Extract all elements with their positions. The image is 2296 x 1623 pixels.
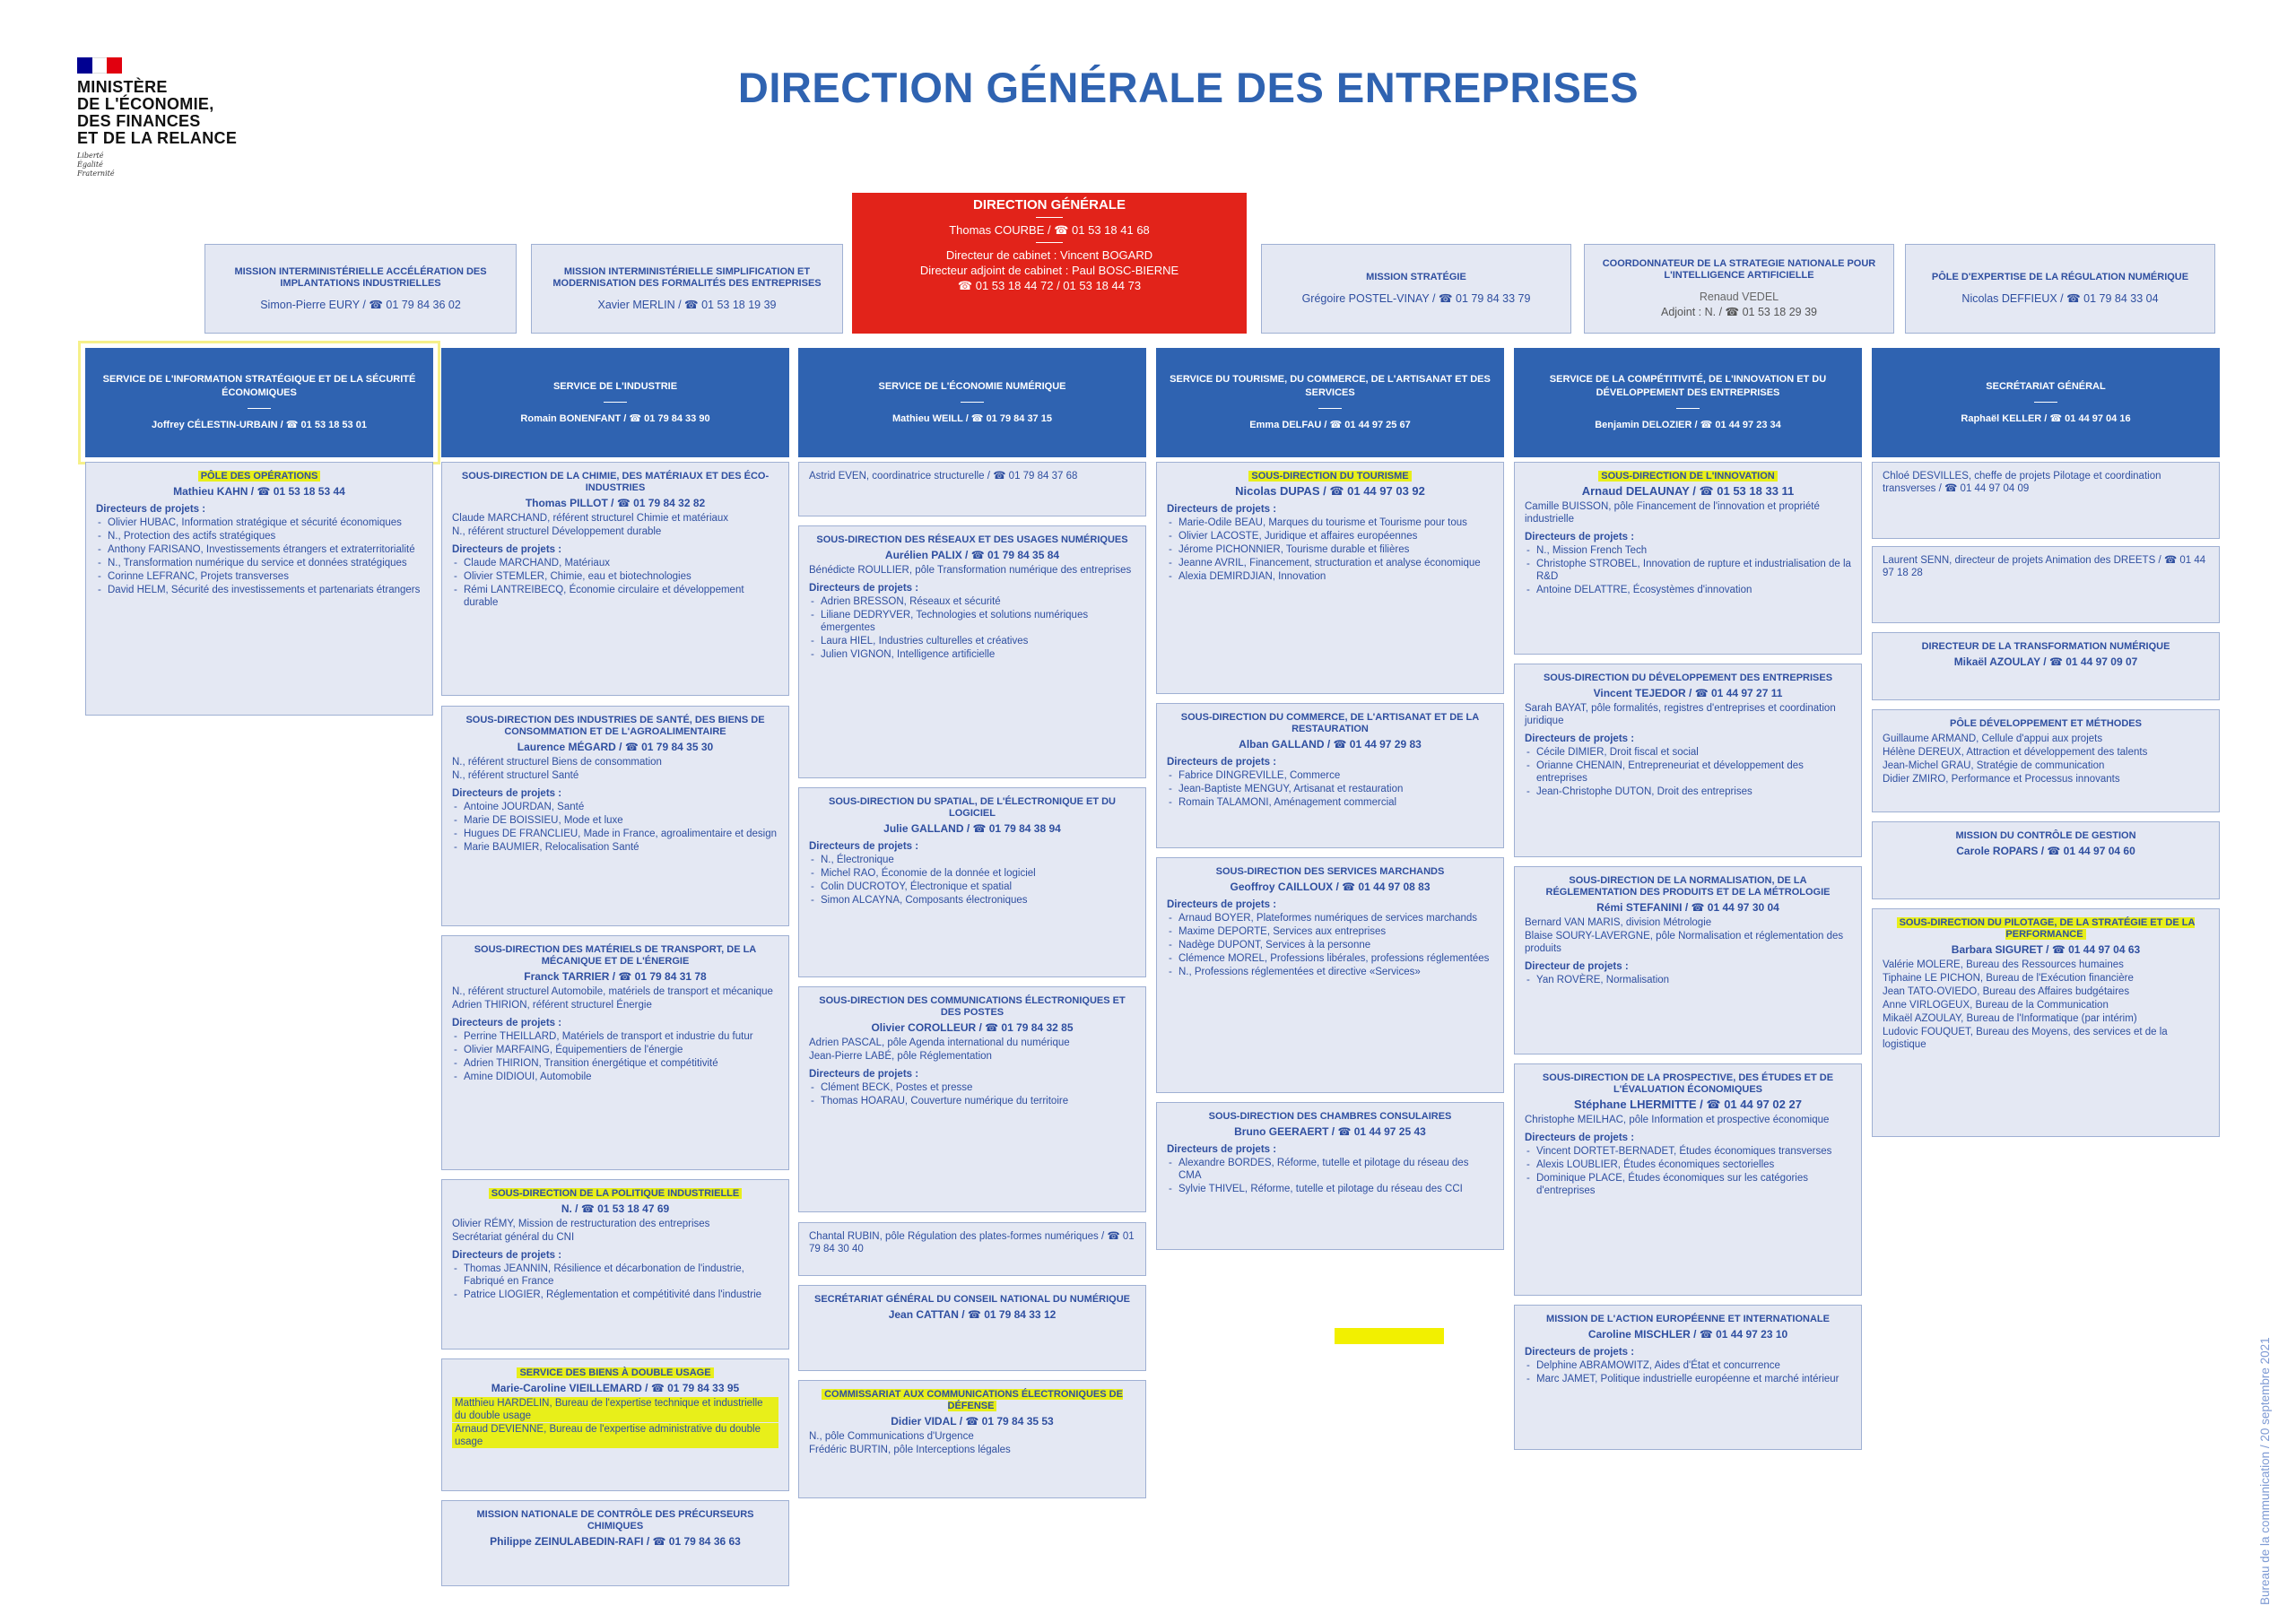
sub-direction-box: [1156, 703, 1504, 848]
project-item: - Olivier HUBAC, Information stratégique et sécurité économiques: [96, 516, 422, 529]
box-contact: Laurence MÉGARD / ☎ 01 79 84 35 30: [517, 741, 714, 753]
project-item: - Laura HIEL, Industries culturelles et créatives: [809, 635, 1135, 647]
mission-box: [204, 244, 517, 334]
project-item: - Anthony FARISANO, Investissements étrangers et extraterritorialité: [96, 543, 422, 556]
box-contact: Olivier COROLLEUR / ☎ 01 79 84 32 85: [871, 1021, 1074, 1034]
box-contact: Arnaud DELAUNAY / ☎ 01 53 18 33 11: [1581, 484, 1795, 498]
box-contact: Nicolas DUPAS / ☎ 01 44 97 03 92: [1235, 484, 1425, 498]
dg-cabinet-adj: Directeur adjoint de cabinet : Paul BOSC-BIERNE: [919, 264, 1179, 277]
section-label: Directeurs de projets :: [96, 504, 206, 515]
project-item: - Simon ALCAYNA, Composants électroniques: [809, 894, 1135, 907]
project-item: - Jean-Christophe DUTON, Droit des entreprises: [1525, 785, 1851, 798]
box-contact: Julie GALLAND / ☎ 01 79 84 38 94: [883, 822, 1061, 835]
project-item: - Alexia DEMIRDJIAN, Innovation: [1167, 570, 1493, 583]
sub-direction-box: [1872, 632, 2220, 700]
box-heading-text: SERVICE DES BIENS À DOUBLE USAGE: [517, 1367, 713, 1378]
mission-heading: MISSION STRATÉGIE: [1366, 272, 1466, 282]
sub-direction-box: [1156, 857, 1504, 1093]
box-heading: [1167, 1111, 1493, 1123]
service-header: [1872, 348, 2220, 457]
box-line: Chloé DESVILLES, cheffe de projets Pilotage et coordination transverses / ☎ 01 44 97 04 09: [1883, 471, 2161, 494]
box-highlight-line: Matthieu HARDELIN, Bureau de l'expertise technique et industrielle du double usage: [452, 1397, 778, 1422]
project-item: - Colin DUCROTOY, Électronique et spatial: [809, 881, 1135, 893]
box-heading: [452, 944, 778, 968]
box-heading: [809, 796, 1135, 820]
project-item: - Nadège DUPONT, Services à la personne: [1167, 939, 1493, 951]
box-line: Camille BUISSON, pôle Financement de l'innovation et propriété industrielle: [1525, 501, 1820, 525]
sub-direction-box: [798, 1380, 1146, 1498]
box-heading: [1525, 1072, 1851, 1096]
box-line: Jean-Michel GRAU, Stratégie de communication: [1883, 760, 2105, 771]
mission-heading: MISSION INTERMINISTÉRIELLE SIMPLIFICATION ET MODERNISATION DES FORMALITÉS DES ENTREPRISES: [552, 265, 822, 289]
box-heading: [1167, 712, 1493, 735]
project-list: [452, 801, 778, 854]
service-name: SERVICE DE L'INDUSTRIE: [552, 380, 678, 392]
box-heading: [1525, 673, 1851, 684]
project-list: [809, 595, 1135, 661]
box-heading-text: SOUS-DIRECTION DU PILOTAGE, DE LA STRATÉGIE ET DE LA PERFORMANCE: [1897, 917, 2196, 940]
sub-direction-box: [441, 935, 789, 1170]
mission-contact: Nicolas DEFFIEUX / ☎ 01 79 84 33 04: [1961, 292, 2159, 305]
project-list: [1167, 912, 1493, 978]
box-line: Bernard VAN MARIS, division Métrologie: [1525, 917, 1712, 928]
box-line: Jean-Pierre LABÉ, pôle Réglementation: [809, 1051, 992, 1062]
project-item: - N., Professions réglementées et directive «Services»: [1167, 966, 1493, 978]
box-heading-text: SOUS-DIRECTION DU COMMERCE, DE L'ARTISANAT ET DE LA RESTAURATION: [1180, 712, 1480, 734]
project-item: - N., Mission French Tech: [1525, 544, 1851, 557]
box-heading-text: SOUS-DIRECTION DE LA POLITIQUE INDUSTRIELLE: [489, 1188, 742, 1199]
service-head: Mathieu WEILL / ☎ 01 79 84 37 15: [892, 412, 1052, 424]
box-heading-text: SOUS-DIRECTION DE LA PROSPECTIVE, DES ÉTUDES ET DE L'ÉVALUATION ÉCONOMIQUES: [1542, 1072, 1834, 1095]
box-contact: Thomas PILLOT / ☎ 01 79 84 32 82: [525, 497, 706, 509]
box-contact: N. / ☎ 01 53 18 47 69: [561, 1202, 670, 1215]
box-line: Secrétariat général du CNI: [452, 1232, 575, 1243]
box-heading: [1883, 718, 2209, 730]
mission-heading: MISSION INTERMINISTÉRIELLE ACCÉLÉRATION DES IMPLANTATIONS INDUSTRIELLES: [234, 265, 487, 289]
section-label: Directeurs de projets :: [452, 1250, 562, 1261]
project-item: - Olivier MARFAING, Équipementiers de l'énergie: [452, 1044, 778, 1056]
box-line: Valérie MOLERE, Bureau des Ressources humaines: [1883, 959, 2124, 970]
box-heading: [1883, 830, 2209, 842]
box-line: Mikaël AZOULAY, Bureau de l'Informatique (par intérim): [1883, 1013, 2137, 1024]
project-item: - Jean-Baptiste MENGUY, Artisanat et restauration: [1167, 783, 1493, 795]
service-head: Romain BONENFANT / ☎ 01 79 84 33 90: [520, 412, 710, 424]
section-label: Directeurs de projets :: [1525, 733, 1635, 744]
section-label: Directeur de projets :: [1525, 961, 1629, 972]
project-item: - Clémence MOREL, Professions libérales, professions réglementées: [1167, 952, 1493, 965]
sub-direction-box: [441, 462, 789, 696]
mission-contact: Renaud VEDEL: [1699, 291, 1779, 303]
project-item: - Dominique PLACE, Études économiques sur les catégories d'entreprises: [1525, 1172, 1851, 1197]
box-line: Bénédicte ROULLIER, pôle Transformation numérique des entreprises: [809, 565, 1132, 576]
project-item: - Sylvie THIVEL, Réforme, tutelle et pilotage du réseau des CCI: [1167, 1183, 1493, 1195]
box-heading-text: SOUS-DIRECTION DU DÉVELOPPEMENT DES ENTREPRISES: [1543, 673, 1833, 683]
section-label: Directeurs de projets :: [809, 583, 919, 594]
box-contact: Franck TARRIER / ☎ 01 79 84 31 78: [524, 970, 707, 983]
project-list: [809, 854, 1135, 907]
box-line: N., pôle Communications d'Urgence: [809, 1431, 974, 1442]
mission-contact: Simon-Pierre EURY / ☎ 01 79 84 36 02: [260, 298, 461, 311]
sub-direction-box: [1872, 908, 2220, 1137]
box-line: Jean TATO-OVIEDO, Bureau des Affaires budgétaires: [1883, 986, 2130, 997]
project-item: - Arnaud BOYER, Plateformes numériques de services marchands: [1167, 912, 1493, 924]
box-heading: [809, 534, 1135, 546]
page-title: DIRECTION GÉNÉRALE DES ENTREPRISES: [737, 64, 1639, 111]
project-item: - Hugues DE FRANCLIEU, Made in France, agroalimentaire et design: [452, 828, 778, 840]
box-heading-text: SECRÉTARIAT GÉNÉRAL DU CONSEIL NATIONAL DU NUMÉRIQUE: [813, 1294, 1131, 1305]
direction-generale-box: [852, 193, 1247, 334]
project-item: - Orianne CHENAIN, Entrepreneuriat et développement des entreprises: [1525, 759, 1851, 785]
box-heading: [1167, 866, 1493, 878]
project-item: - Claude MARCHAND, Matériaux: [452, 557, 778, 569]
box-heading: [1525, 875, 1851, 898]
project-item: - Thomas JEANNIN, Résilience et décarbonation de l'industrie, Fabriqué en France: [452, 1263, 778, 1288]
project-item: - Clément BECK, Postes et presse: [809, 1081, 1135, 1094]
project-item: - Delphine ABRAMOWITZ, Aides d'État et concurrence: [1525, 1359, 1851, 1372]
box-contact: Philippe ZEINULABEDIN-RAFI / ☎ 01 79 84 36 63: [490, 1535, 741, 1548]
section-label: Directeurs de projets :: [809, 1069, 919, 1080]
service-header: [85, 348, 433, 457]
box-line: Adrien THIRION, référent structurel Énergie: [452, 1000, 652, 1011]
box-line: Laurent SENN, directeur de projets Animation des DREETS / ☎ 01 44 97 18 28: [1883, 555, 2206, 578]
service-name: SECRÉTARIAT GÉNÉRAL: [1986, 380, 2106, 392]
box-contact: Bruno GEERAERT / ☎ 01 44 97 25 43: [1234, 1125, 1426, 1138]
box-heading-text: SOUS-DIRECTION DU SPATIAL, DE L'ÉLECTRONIQUE ET DU LOGICIEL: [829, 796, 1116, 819]
project-item: - Fabrice DINGREVILLE, Commerce: [1167, 769, 1493, 782]
box-contact: Alban GALLAND / ☎ 01 44 97 29 83: [1239, 738, 1422, 751]
project-item: - Jeanne AVRIL, Financement, structuration et analyse économique: [1167, 557, 1493, 569]
dg-heading: DIRECTION GÉNÉRALE: [972, 197, 1126, 213]
box-heading-text: SOUS-DIRECTION DES COMMUNICATIONS ÉLECTRONIQUES ET DES POSTES: [819, 995, 1126, 1018]
project-item: - Alexis LOUBLIER, Études économiques sectorielles: [1525, 1159, 1851, 1171]
project-item: - Olivier LACOSTE, Juridique et affaires européennes: [1167, 530, 1493, 542]
box-contact: Barbara SIGURET / ☎ 01 44 97 04 63: [1951, 943, 2141, 956]
box-heading-text: SOUS-DIRECTION DES RÉSEAUX ET DES USAGES NUMÉRIQUES: [816, 534, 1128, 545]
box-contact: Marie-Caroline VIEILLEMARD / ☎ 01 79 84 33 95: [491, 1382, 740, 1394]
mission-box: [1905, 244, 2215, 334]
section-label: Directeurs de projets :: [1525, 532, 1635, 542]
sub-direction-box: [798, 525, 1146, 778]
motto: Liberté Égalité Fraternité: [77, 152, 115, 178]
box-contact: Caroline MISCHLER / ☎ 01 44 97 23 10: [1587, 1328, 1788, 1341]
box-heading-text: SOUS-DIRECTION DES INDUSTRIES DE SANTÉ, DES BIENS DE CONSOMMATION ET DE L'AGROALIMENTAIRE: [465, 715, 765, 737]
box-heading: [809, 995, 1135, 1019]
section-label: Directeurs de projets :: [1167, 504, 1277, 515]
box-contact: Mathieu KAHN / ☎ 01 53 18 53 44: [173, 485, 345, 498]
dg-phones: ☎ 01 53 18 44 72 / 01 53 18 44 73: [957, 279, 1142, 292]
project-item: - Cécile DIMIER, Droit fiscal et social: [1525, 746, 1851, 759]
section-label: Directeurs de projets :: [1167, 1144, 1277, 1155]
project-item: - Julien VIGNON, Intelligence artificielle: [809, 648, 1135, 661]
project-item: - Antoine JOURDAN, Santé: [452, 801, 778, 813]
project-item: - Adrien THIRION, Transition énergétique et compétitivité: [452, 1057, 778, 1070]
box-line: Chantal RUBIN, pôle Régulation des plates-formes numériques / ☎ 01 79 84 30 40: [809, 1231, 1135, 1254]
project-item: - Vincent DORTET-BERNADET, Études économiques transverses: [1525, 1145, 1851, 1158]
box-line: N., référent structurel Automobile, matériels de transport et mécanique: [452, 986, 773, 997]
box-line: Christophe MEILHAC, pôle Information et prospective économique: [1525, 1115, 1830, 1125]
box-heading: [96, 471, 422, 482]
project-item: - N., Électronique: [809, 854, 1135, 866]
box-heading: [1525, 1314, 1851, 1325]
project-item: - Liliane DEDRYVER, Technologies et solutions numériques émergentes: [809, 609, 1135, 634]
project-item: - David HELM, Sécurité des investissements et partenariats étrangers: [96, 584, 422, 596]
project-item: - Amine DIDIOUI, Automobile: [452, 1071, 778, 1083]
project-item: - Marie BAUMIER, Relocalisation Santé: [452, 841, 778, 854]
box-heading: [1167, 471, 1493, 482]
box-heading: [452, 1188, 778, 1200]
sub-direction-box: [1872, 546, 2220, 623]
box-contact: Jean CATTAN / ☎ 01 79 84 33 12: [888, 1308, 1057, 1321]
box-line: Adrien PASCAL, pôle Agenda international du numérique: [809, 1037, 1070, 1048]
service-head: Benjamin DELOZIER / ☎ 01 44 97 23 34: [1595, 420, 1781, 430]
service-name: SERVICE DE L'INFORMATION STRATÉGIQUE ET DE LA SÉCURITÉ ÉCONOMIQUES: [102, 374, 416, 398]
sub-direction-box: [85, 462, 433, 716]
project-item: - Rémi LANTREIBECQ, Économie circulaire et développement durable: [452, 584, 778, 609]
project-list: [1167, 769, 1493, 809]
box-heading-text: DIRECTEUR DE LA TRANSFORMATION NUMÉRIQUE: [1921, 641, 2170, 652]
box-line: Didier ZMIRO, Performance et Processus innovants: [1883, 774, 2120, 785]
box-line: Anne VIRLOGEUX, Bureau de la Communication: [1883, 1000, 2109, 1011]
box-line: Ludovic FOUQUET, Bureau des Moyens, des services et de la logistique: [1883, 1027, 2168, 1050]
project-item: - Romain TALAMONI, Aménagement commercial: [1167, 796, 1493, 809]
project-list: [1525, 974, 1851, 986]
box-heading-text: SOUS-DIRECTION DU TOURISME: [1248, 471, 1411, 482]
project-list: [1525, 746, 1851, 798]
dg-director: Thomas COURBE / ☎ 01 53 18 41 68: [949, 223, 1150, 237]
ministry-logo: [77, 57, 257, 178]
sub-direction-box: [1156, 1102, 1504, 1250]
project-item: - N., Transformation numérique du service et données stratégiques: [96, 557, 422, 569]
mission-contact: Grégoire POSTEL-VINAY / ☎ 01 79 84 33 79: [1301, 292, 1531, 305]
project-item: - Marie DE BOISSIEU, Mode et luxe: [452, 814, 778, 827]
mission-heading: COORDONNATEUR DE LA STRATEGIE NATIONALE POUR L'INTELLIGENCE ARTIFICIELLE: [1602, 258, 1876, 281]
project-list: [96, 516, 422, 596]
service-header: [1156, 348, 1504, 457]
project-item: - Alexandre BORDES, Réforme, tutelle et pilotage du réseau des CMA: [1167, 1157, 1493, 1182]
project-item: - Jérome PICHONNIER, Tourisme durable et filières: [1167, 543, 1493, 556]
project-list: [452, 557, 778, 609]
project-item: - Maxime DEPORTE, Services aux entreprises: [1167, 925, 1493, 938]
project-item: - N., Protection des actifs stratégiques: [96, 530, 422, 542]
mission-heading: PÔLE D'EXPERTISE DE LA RÉGULATION NUMÉRIQUE: [1931, 272, 2189, 282]
box-heading-text: SOUS-DIRECTION DE LA NORMALISATION, DE LA RÉGLEMENTATION DES PRODUITS ET DE LA MÉTROLOGIE: [1545, 875, 1831, 898]
box-heading-text: MISSION DU CONTRÔLE DE GESTION: [1955, 830, 2136, 841]
box-line: Guillaume ARMAND, Cellule d'appui aux projets: [1883, 733, 2103, 744]
section-label: Directeurs de projets :: [1167, 757, 1277, 768]
project-item: - Patrice LIOGIER, Réglementation et compétitivité dans l'industrie: [452, 1289, 778, 1301]
box-heading: [452, 1367, 778, 1379]
project-item: - Marie-Odile BEAU, Marques du tourisme et Tourisme pour tous: [1167, 516, 1493, 529]
section-label: Directeurs de projets :: [1525, 1133, 1635, 1143]
box-contact: Vincent TEJEDOR / ☎ 01 44 97 27 11: [1593, 687, 1783, 699]
sub-direction-box: [441, 1358, 789, 1491]
box-line: Tiphaine LE PICHON, Bureau de l'Exécution financière: [1883, 973, 2134, 984]
project-item: - Corinne LEFRANC, Projets transverses: [96, 570, 422, 583]
box-contact: Geoffroy CAILLOUX / ☎ 01 44 97 08 83: [1230, 881, 1431, 893]
project-list: [452, 1030, 778, 1083]
sub-direction-box: [798, 1285, 1146, 1371]
service-header: [798, 348, 1146, 457]
box-heading-text: MISSION DE L'ACTION EUROPÉENNE ET INTERNATIONALE: [1546, 1314, 1830, 1324]
box-heading: [1883, 917, 2209, 941]
project-list: [1167, 516, 1493, 583]
box-heading: [452, 715, 778, 738]
box-contact: Mikaël AZOULAY / ☎ 01 44 97 09 07: [1953, 655, 2138, 668]
sub-direction-box: [798, 462, 1146, 516]
project-item: - Michel RAO, Économie de la donnée et logiciel: [809, 867, 1135, 880]
sub-direction-box: [1872, 821, 2220, 899]
sub-direction-box: [1514, 866, 1862, 1055]
box-heading-text: PÔLE DES OPÉRATIONS: [198, 471, 321, 482]
project-list: [1525, 1359, 1851, 1385]
box-heading-text: SOUS-DIRECTION DES CHAMBRES CONSULAIRES: [1208, 1111, 1452, 1122]
box-heading-text: SOUS-DIRECTION DES SERVICES MARCHANDS: [1215, 866, 1445, 877]
ministry-name: MINISTÈRE DE L'ÉCONOMIE, DES FINANCES ET DE LA RELANCE: [77, 78, 238, 147]
highlight-mark: [1335, 1328, 1444, 1344]
sub-direction-box: [441, 706, 789, 926]
section-label: Directeurs de projets :: [452, 1018, 562, 1028]
sub-direction-box: [1514, 462, 1862, 655]
box-line: Blaise SOURY-LAVERGNE, pôle Normalisation et réglementation des produits: [1525, 931, 1844, 954]
french-flag-icon: [77, 57, 122, 74]
box-heading: [1883, 641, 2209, 653]
sub-direction-box: [441, 1500, 789, 1586]
project-list: [1525, 1145, 1851, 1197]
box-line: Hélène DEREUX, Attraction et développement des talents: [1883, 747, 2148, 758]
sub-direction-box: [798, 986, 1146, 1212]
section-label: Directeurs de projets :: [809, 841, 919, 852]
box-contact: Didier VIDAL / ☎ 01 79 84 35 53: [891, 1415, 1054, 1428]
sub-direction-box: [798, 787, 1146, 977]
service-head: Joffrey CÉLESTIN-URBAIN / ☎ 01 53 18 53 01: [152, 420, 367, 430]
sub-direction-box: [1514, 1063, 1862, 1296]
box-heading-text: PÔLE DÉVELOPPEMENT ET MÉTHODES: [1950, 718, 2142, 729]
dg-cabinet: Directeur de cabinet : Vincent BOGARD: [945, 248, 1153, 262]
box-heading: [452, 1509, 778, 1532]
project-item: - Marc JAMET, Politique industrielle européenne et marché intérieur: [1525, 1373, 1851, 1385]
project-item: - Thomas HOARAU, Couverture numérique du territoire: [809, 1095, 1135, 1107]
mission-contact: Xavier MERLIN / ☎ 01 53 18 19 39: [597, 298, 777, 311]
project-item: - Olivier STEMLER, Chimie, eau et biotechnologies: [452, 570, 778, 583]
box-heading-text: SOUS-DIRECTION DES MATÉRIELS DE TRANSPORT, DE LA MÉCANIQUE ET DE L'ÉNERGIE: [474, 944, 757, 967]
box-contact: Carole ROPARS / ☎ 01 44 97 04 60: [1956, 845, 2135, 857]
sub-direction-box: [798, 1222, 1146, 1276]
box-line: N., référent structurel Biens de consommation: [452, 757, 662, 768]
footer-credit: Bureau de la communication / 20 septembre 2021: [2258, 1337, 2272, 1605]
project-list: [452, 1263, 778, 1301]
box-line: Astrid EVEN, coordinatrice structurelle / ☎ 01 79 84 37 68: [809, 471, 1078, 482]
box-line: N., référent structurel Développement durable: [452, 526, 662, 537]
service-header: [1514, 348, 1862, 457]
box-heading: [452, 471, 778, 494]
box-heading: [1525, 471, 1851, 482]
project-item: - Antoine DELATTRE, Écosystèmes d'innovation: [1525, 584, 1851, 596]
service-name: SERVICE DE LA COMPÉTITIVITÉ, DE L'INNOVATION ET DU DÉVELOPPEMENT DES ENTREPRISES: [1549, 374, 1827, 398]
project-list: [1525, 544, 1851, 596]
sub-direction-box: [1514, 1305, 1862, 1450]
service-name: SERVICE DE L'ÉCONOMIE NUMÉRIQUE: [878, 380, 1066, 392]
box-heading-text: SOUS-DIRECTION DE L'INNOVATION: [1598, 471, 1778, 482]
box-heading-text: SOUS-DIRECTION DE LA CHIMIE, DES MATÉRIAUX ET DES ÉCO-INDUSTRIES: [461, 471, 770, 493]
box-highlight-line: Arnaud DEVIENNE, Bureau de l'expertise administrative du double usage: [452, 1423, 778, 1448]
service-name: SERVICE DU TOURISME, DU COMMERCE, DE L'ARTISANAT ET DES SERVICES: [1170, 374, 1491, 398]
sub-direction-box: [1872, 709, 2220, 812]
box-contact: Rémi STEFANINI / ☎ 01 44 97 30 04: [1596, 901, 1779, 914]
box-heading-text: COMMISSARIAT AUX COMMUNICATIONS ÉLECTRONIQUES DE DÉFENSE: [822, 1389, 1123, 1411]
sub-direction-box: [441, 1179, 789, 1350]
mission-contact-2: Adjoint : N. / ☎ 01 53 18 29 39: [1660, 306, 1817, 318]
mission-box: [1584, 244, 1894, 334]
sub-direction-box: [1156, 462, 1504, 694]
service-header: [441, 348, 789, 457]
project-item: - Christophe STROBEL, Innovation de rupture et industrialisation de la R&D: [1525, 558, 1851, 583]
project-item: - Adrien BRESSON, Réseaux et sécurité: [809, 595, 1135, 608]
mission-box: [1261, 244, 1571, 334]
box-heading: [809, 1294, 1135, 1306]
box-line: Claude MARCHAND, référent structurel Chimie et matériaux: [452, 513, 729, 524]
box-line: N., référent structurel Santé: [452, 770, 579, 781]
box-contact: Aurélien PALIX / ☎ 01 79 84 35 84: [884, 549, 1060, 561]
box-heading-text: MISSION NATIONALE DE CONTRÔLE DES PRÉCURSEURS CHIMIQUES: [476, 1509, 754, 1532]
project-list: [1167, 1157, 1493, 1195]
project-list: [809, 1081, 1135, 1107]
service-head: Emma DELFAU / ☎ 01 44 97 25 67: [1249, 420, 1411, 430]
project-item: - Yan ROVÈRE, Normalisation: [1525, 974, 1851, 986]
box-line: Olivier RÉMY, Mission de restructuration des entreprises: [452, 1219, 710, 1229]
section-label: Directeurs de projets :: [452, 544, 562, 555]
box-line: Frédéric BURTIN, pôle Interceptions légales: [809, 1445, 1011, 1455]
sub-direction-box: [1872, 462, 2220, 539]
sub-direction-box: [1514, 664, 1862, 857]
box-contact: Stéphane LHERMITTE / ☎ 01 44 97 02 27: [1574, 1098, 1802, 1111]
service-head: Raphaël KELLER / ☎ 01 44 97 04 16: [1961, 412, 2131, 424]
section-label: Directeurs de projets :: [1167, 899, 1277, 910]
box-line: Sarah BAYAT, pôle formalités, registres d'entreprises et coordination juridique: [1525, 703, 1836, 726]
section-label: Directeurs de projets :: [452, 788, 562, 799]
mission-box: [531, 244, 843, 334]
project-item: - Perrine THEILLARD, Matériels de transport et industrie du futur: [452, 1030, 778, 1043]
section-label: Directeurs de projets :: [1525, 1347, 1635, 1358]
box-heading: [809, 1389, 1135, 1412]
